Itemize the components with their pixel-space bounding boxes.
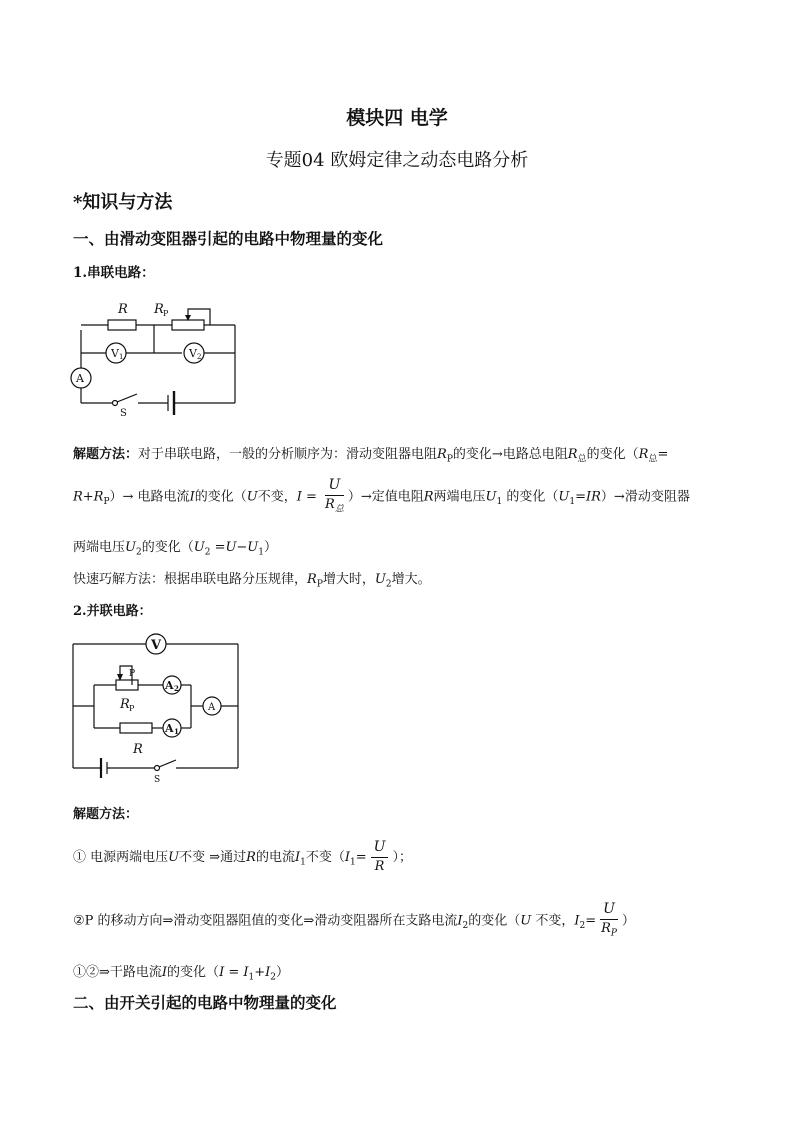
series-method-line2: $R+R_P)\to$ 电路电流I的变化（U不变，I = $\frac{U}{R_总}$ ）→定值电阻R两端电压$U_1$ 的变化$(U_1=IR)\to$滑动变阻器: [73, 477, 690, 515]
parallel-label-v: V: [151, 638, 162, 653]
series-label-r: R: [118, 302, 128, 317]
parallel-circuit-diagram: [68, 628, 243, 788]
page-title: 模块四 电学: [346, 107, 448, 129]
series-label-rp: R: [154, 302, 164, 317]
section2-heading: 二、由开关引起的电路中物理量的变化: [73, 993, 337, 1012]
series-quick-method: 快速巧解方法：根据串联电路分压规律，$R_P$增大时，$U_2$增大。: [73, 572, 431, 590]
parallel-label-a: A: [208, 702, 216, 713]
series-method-line3: 两端电压$U_2$的变化$(U_2 =U-U_1)$: [73, 540, 278, 558]
parallel-label-rp-sub: P: [129, 704, 135, 713]
parallel-label-a2-sub: 2: [174, 684, 179, 693]
series-label-v1-sub: 1: [119, 353, 124, 361]
series-label-s: S: [120, 408, 127, 419]
parallel-label-r: R: [133, 742, 143, 757]
fraction-u-over-r: $\frac{U}{R}$: [371, 840, 389, 875]
section-knowledge-heading: *知识与方法: [73, 192, 173, 213]
parallel-step3: ①②⇒干路电流I的变化$(I = I_1+I_2)$: [73, 965, 290, 983]
series-circuit-diagram: [70, 295, 245, 420]
series-label-rp-sub: P: [163, 309, 169, 318]
parallel-step2: ②P 的移动方向⇒滑动变阻器阻值的变化⇒滑动变阻器所在支路电流$I_2$的变化（U 不变，$I_2=$ $\frac{U}{R_P}$ ）: [73, 901, 635, 939]
parallel-step1: ① 电源两端电压U不变 ⇒通过R的电流$I_1$不变（$I_1=$ $\frac{U}{R}$ ）；: [73, 839, 412, 875]
parallel-label-a1-sub: 1: [174, 727, 179, 736]
series-label-a: A: [76, 372, 84, 385]
fraction-u-over-rtotal: $\frac{U}{R_总}$: [325, 477, 344, 515]
series-method-line1: 解题方法：对于串联电路，一般的分析顺序为：滑动变阻器电阻$R_P$的变化→电路总电阻$R_总$的变化（$R_总=$: [73, 447, 669, 465]
series-label-v1: V: [111, 347, 119, 360]
parallel-label-a1: A: [165, 722, 174, 735]
series-label-v2-sub: 2: [197, 353, 202, 361]
page-subtitle: 专题04 欧姆定律之动态电路分析: [265, 150, 529, 171]
series-label-v2: V: [189, 347, 197, 360]
parallel-method-label: 解题方法：: [73, 807, 139, 822]
fraction-u-over-rp: $\frac{U}{R_P}$: [601, 901, 617, 939]
series-heading: 1.串联电路：: [73, 265, 155, 281]
parallel-label-p: P: [129, 669, 136, 679]
section1-heading: 一、由滑动变阻器引起的电路中物理量的变化: [73, 229, 384, 248]
parallel-label-a2: A: [165, 679, 174, 692]
parallel-label-s: S: [154, 775, 161, 785]
parallel-heading: 2.并联电路：: [73, 604, 152, 619]
parallel-label-rp: R: [120, 697, 130, 712]
